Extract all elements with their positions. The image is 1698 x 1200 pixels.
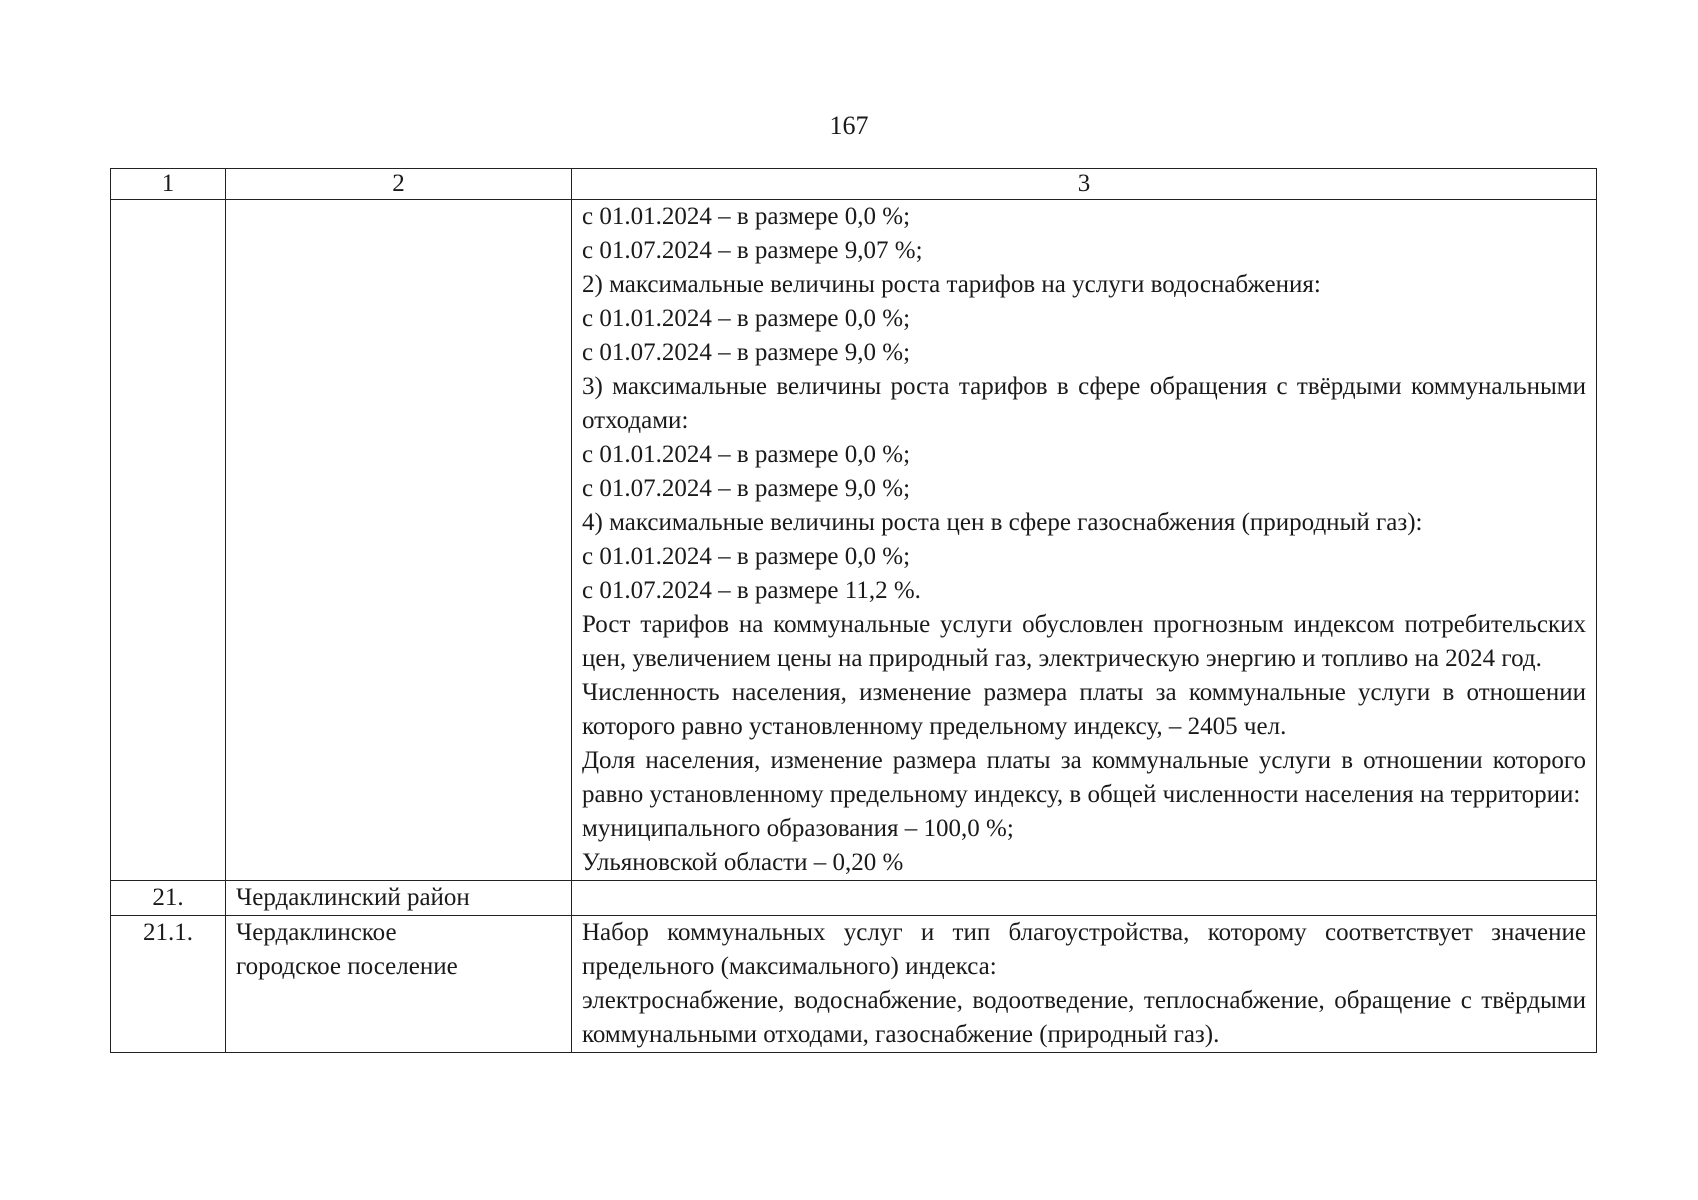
table-row-continuation bbox=[111, 200, 1597, 881]
paragraph: с 01.01.2024 – в размере 0,0 %; bbox=[582, 441, 911, 468]
row-number bbox=[111, 200, 226, 881]
paragraph: Численность населения, изменение размера платы за коммунальные услуги в отношении которого равно установленному предельному индексу, – 2405 чел. bbox=[582, 679, 1586, 740]
paragraph: Доля населения, изменение размера платы за коммунальные услуги в отношении которого равно установленному предельному индексу, в общей численности населения на территории: bbox=[582, 747, 1586, 808]
paragraph: муниципального образования – 100,0 %; bbox=[582, 815, 1014, 842]
paragraph: с 01.07.2024 – в размере 9,07 %; bbox=[582, 237, 923, 264]
territory-line: городское поселение bbox=[236, 953, 458, 980]
row-description bbox=[572, 200, 1597, 881]
header-col-1: 1 bbox=[111, 169, 226, 200]
paragraph: 2) максимальные величины роста тарифов на услуги водоснабжения: bbox=[582, 271, 1321, 298]
paragraph: с 01.01.2024 – в размере 0,0 %; bbox=[582, 203, 911, 230]
row-territory bbox=[226, 916, 572, 1053]
paragraph: Набор коммунальных услуг и тип благоустройства, которому соответствует значение предельного (максимального) индекса: bbox=[582, 919, 1586, 980]
row-territory bbox=[226, 200, 572, 881]
row-number: 21.1. bbox=[111, 916, 226, 1053]
paragraph: с 01.07.2024 – в размере 11,2 %. bbox=[582, 577, 921, 604]
paragraph: электроснабжение, водоснабжение, водоотведение, теплоснабжение, обращение с твёрдыми коммунальными отходами, газоснабжение (природный газ). bbox=[582, 987, 1586, 1048]
paragraph: Рост тарифов на коммунальные услуги обусловлен прогнозным индексом потребительских цен, увеличением цены на природный газ, электрическую энергию и топливо на 2024 год. bbox=[582, 611, 1586, 672]
table-header-row bbox=[111, 169, 1597, 200]
row-description bbox=[572, 916, 1597, 1053]
table-row-settlement bbox=[111, 916, 1597, 1053]
paragraph: с 01.07.2024 – в размере 9,0 %; bbox=[582, 475, 911, 502]
row-description bbox=[572, 881, 1597, 916]
header-col-2: 2 bbox=[226, 169, 572, 200]
row-number: 21. bbox=[111, 881, 226, 916]
page-number: 167 bbox=[829, 111, 869, 140]
paragraph: 4) максимальные величины роста цен в сфере газоснабжения (природный газ): bbox=[582, 509, 1423, 536]
row-territory: Чердаклинский район bbox=[226, 881, 572, 916]
paragraph: Ульяновской области – 0,20 % bbox=[582, 849, 904, 876]
paragraph: 3) максимальные величины роста тарифов в сфере обращения с твёрдыми коммунальными отходами: bbox=[582, 373, 1586, 434]
table-row-district bbox=[111, 881, 1597, 916]
paragraph: с 01.01.2024 – в размере 0,0 %; bbox=[582, 543, 911, 570]
tariff-table bbox=[110, 168, 1597, 1053]
paragraph: с 01.01.2024 – в размере 0,0 %; bbox=[582, 305, 911, 332]
territory-line: Чердаклинское bbox=[236, 919, 397, 946]
header-col-3: 3 bbox=[572, 169, 1597, 200]
paragraph: с 01.07.2024 – в размере 9,0 %; bbox=[582, 339, 911, 366]
